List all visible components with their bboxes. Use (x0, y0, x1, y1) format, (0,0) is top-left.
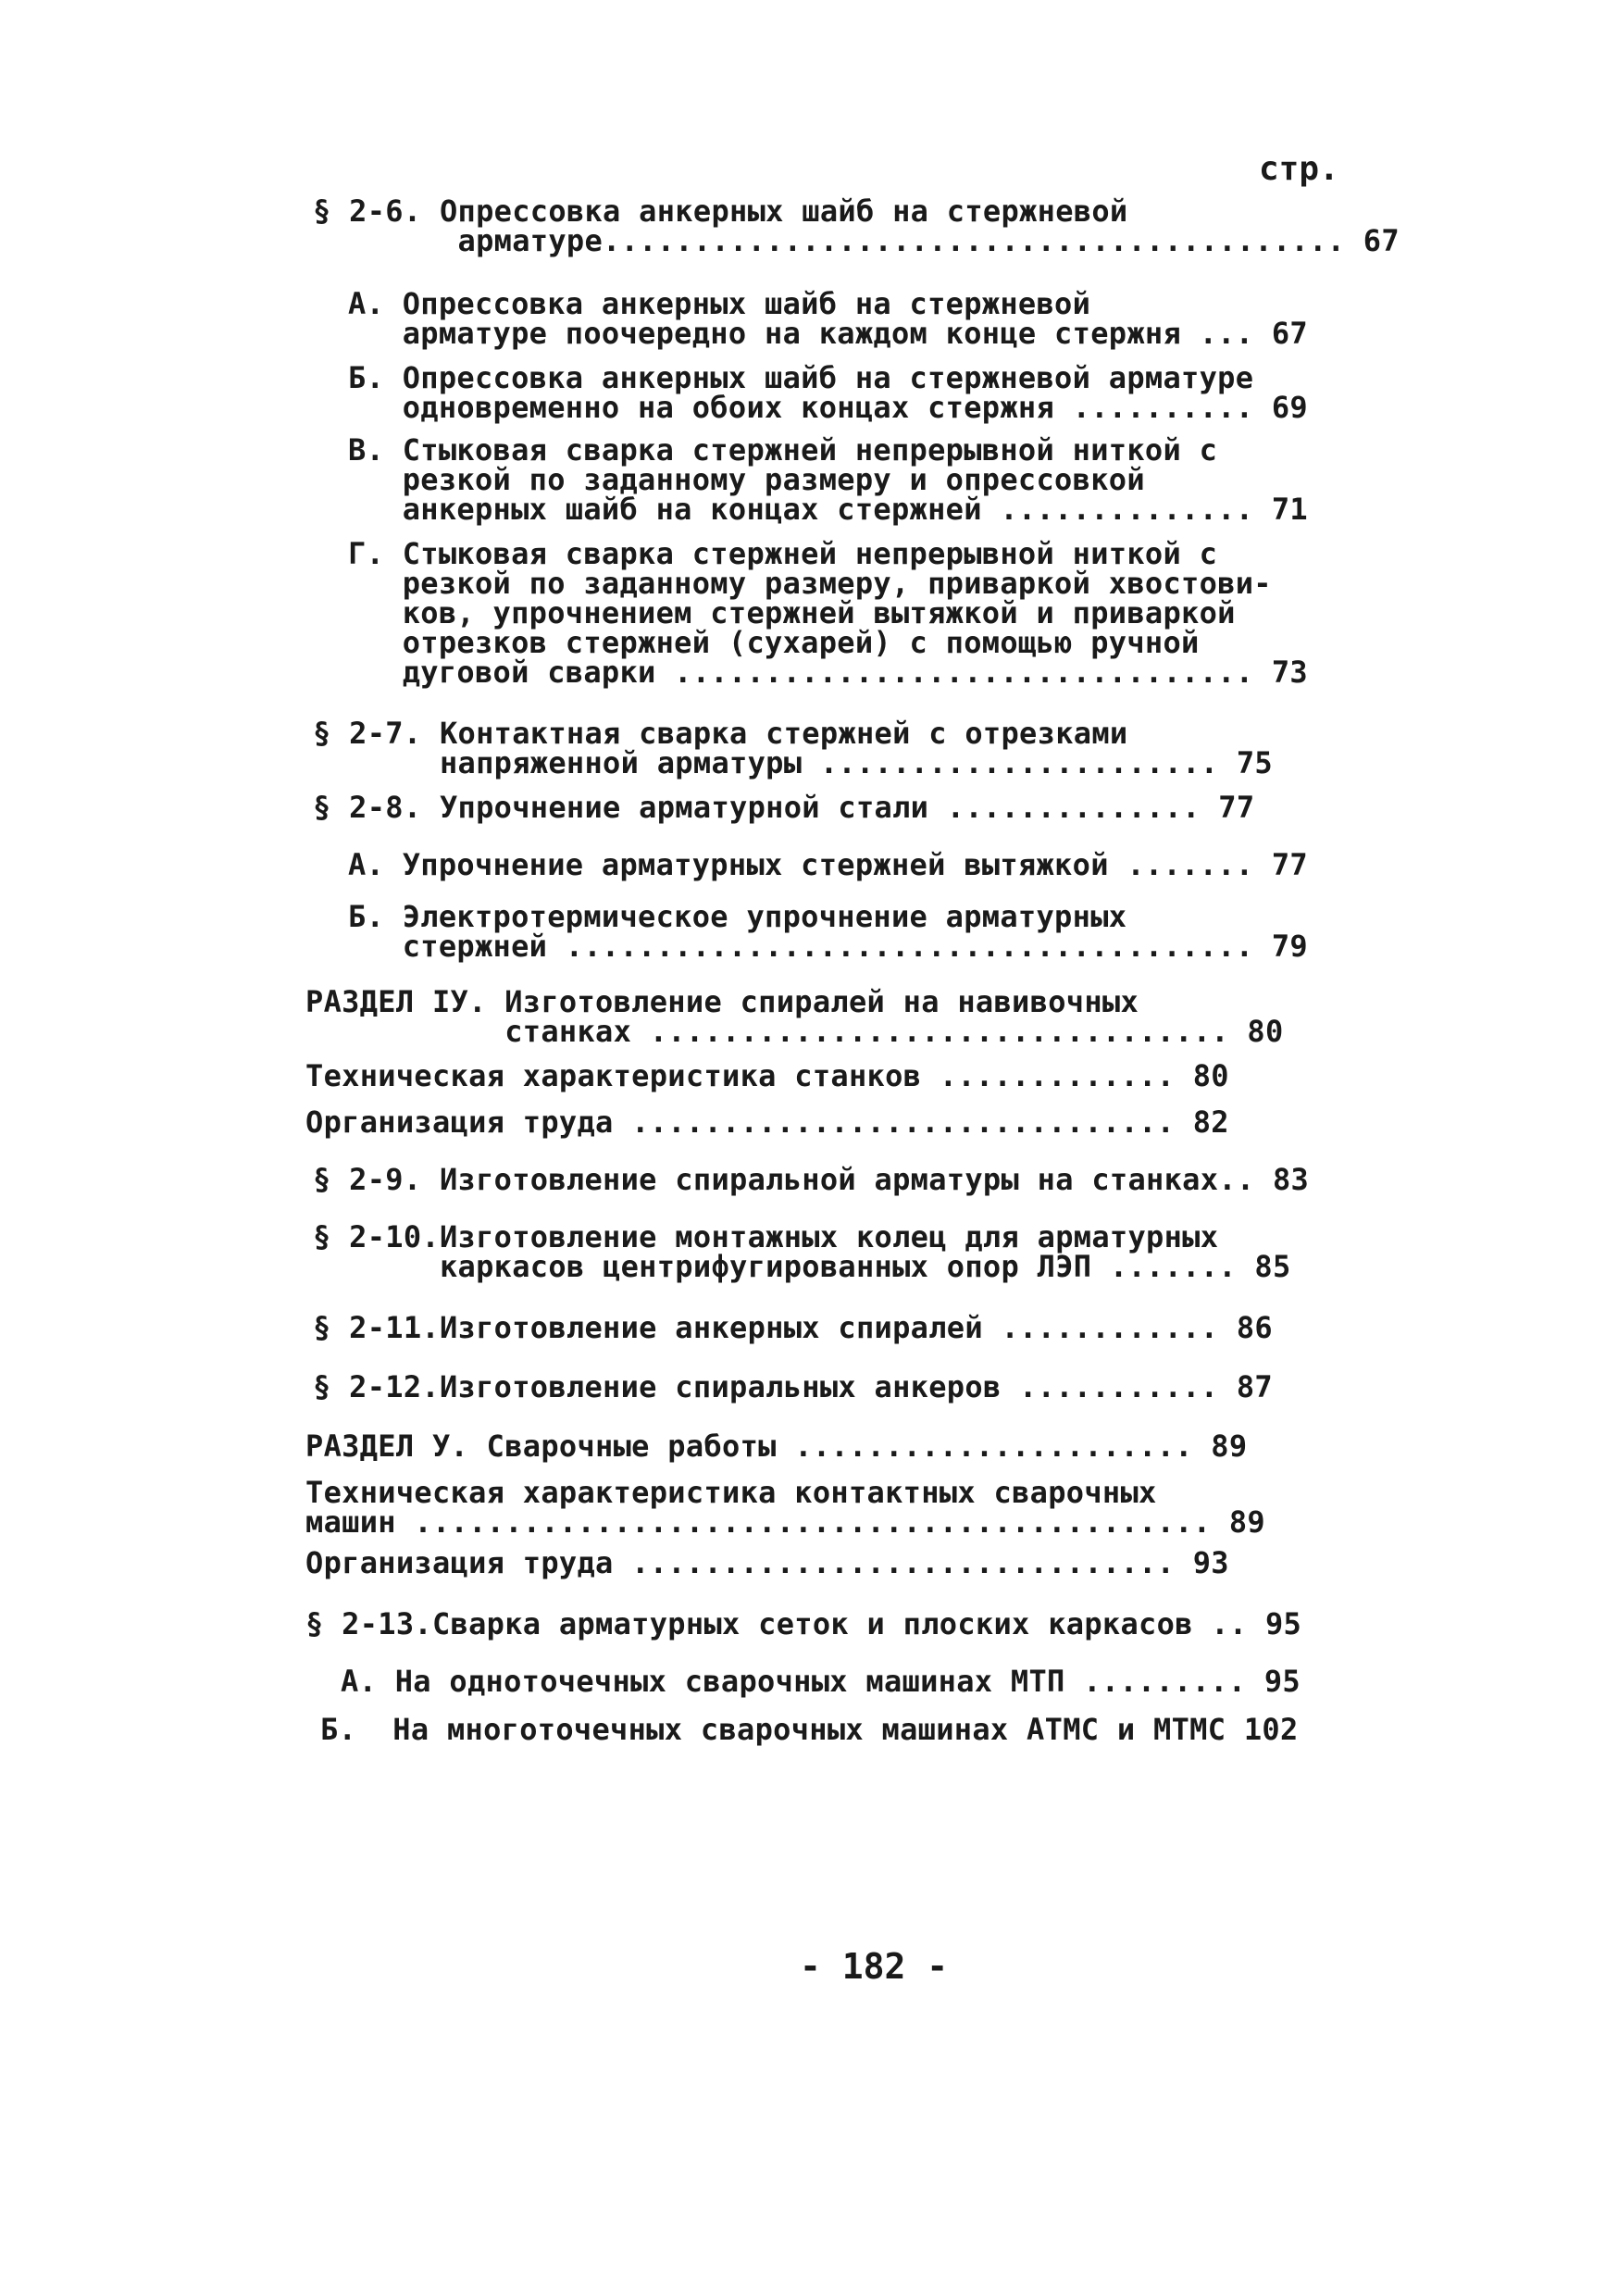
toc-line: § 2-7. Контактная сварка стержней с отрезками (313, 716, 1128, 751)
toc-line: станках ................................ 80 (305, 1014, 1284, 1049)
toc-entry (348, 536, 1308, 690)
toc-line: резкой по заданному размеру, приваркой хвостови- (348, 566, 1272, 601)
toc-line: Б. Электротермическое упрочнение арматурных (348, 899, 1127, 934)
toc-entry (348, 432, 1308, 527)
toc-entry (341, 1664, 1301, 1699)
toc-entry (313, 718, 1273, 778)
toc-entry (348, 286, 1308, 351)
toc-line: Техническая характеристика контактных сварочных (305, 1475, 1157, 1510)
toc-line: § 2-6. Опрессовка анкерных шайб на стержневой (313, 193, 1128, 229)
toc-line: стержней ...................................... 79 (348, 929, 1308, 964)
toc-line: А. Упрочнение арматурных стержней вытяжкой ....... 77 (348, 847, 1308, 882)
toc-line: дуговой сварки ................................ 73 (348, 655, 1308, 690)
toc-entry (305, 1606, 1302, 1641)
toc-line: арматуре......................................... 67 (313, 223, 1400, 258)
toc-entry (305, 984, 1284, 1049)
page-number: - 182 - (800, 1946, 949, 1987)
toc-line: А. На одноточечных сварочных машинах МТП ......... 95 (341, 1664, 1301, 1699)
toc-entry (305, 1058, 1229, 1093)
toc-line: Г. Стыковая сварка стержней непрерывной ниткой с (348, 536, 1218, 571)
toc-entry (313, 1219, 1291, 1284)
toc-line: § 2-9. Изготовление спиральной арматуры на станках.. 83 (313, 1162, 1310, 1197)
toc-entry (305, 1104, 1229, 1140)
toc-line: § 2-13.Сварка арматурных сеток и плоских каркасов .. 95 (305, 1606, 1302, 1641)
toc-line: каркасов центрифугированных опор ЛЭП ....... 85 (313, 1249, 1291, 1284)
toc-line: § 2-8. Упрочнение арматурной стали .............. 77 (313, 790, 1255, 825)
toc-line: отрезков стержней (сухарей) с помощью ручной (348, 625, 1200, 660)
toc-line: Организация труда .............................. 82 (305, 1104, 1229, 1140)
toc-line: арматуре поочередно на каждом конце стержня ... 67 (348, 316, 1308, 351)
toc-line: В. Стыковая сварка стержней непрерывной ниткой с (348, 432, 1218, 468)
toc-line: резкой по заданному размеру и опрессовкой (348, 462, 1145, 497)
toc-line: РАЗДЕЛ IУ. Изготовление спиралей на навивочных (305, 984, 1139, 1019)
toc-line: ков, упрочнением стержней вытяжкой и приваркой (348, 595, 1236, 630)
toc-line: напряженной арматуры ...................... 75 (313, 745, 1273, 780)
toc-line: Организация труда .............................. 93 (305, 1545, 1229, 1580)
toc-entry (348, 847, 1308, 882)
toc-entry (348, 360, 1308, 425)
toc-line: § 2-10.Изготовление монтажных колец для арматурных (313, 1219, 1219, 1254)
toc-entry (320, 1712, 1299, 1747)
toc-line: Техническая характеристика станков ............. 80 (305, 1058, 1229, 1093)
toc-entry (305, 1545, 1229, 1580)
toc-entry (313, 1369, 1273, 1404)
toc-entry (313, 1310, 1273, 1345)
toc-line: Б. Опрессовка анкерных шайб на стержневой арматуре (348, 360, 1254, 395)
toc-line: РАЗДЕЛ У. Сварочные работы ...................... 89 (305, 1429, 1248, 1464)
toc-line: § 2-12.Изготовление спиральных анкеров ........... 87 (313, 1369, 1273, 1404)
toc-line: машин ............................................ 89 (305, 1504, 1265, 1540)
toc-line: § 2-11.Изготовление анкерных спиралей ............ 86 (313, 1310, 1273, 1345)
toc-entry (313, 1162, 1310, 1197)
toc-entry (313, 790, 1255, 825)
toc-line: А. Опрессовка анкерных шайб на стержневой (348, 286, 1091, 321)
toc-entry (305, 1475, 1265, 1540)
toc-entry (313, 193, 1400, 258)
toc-line: одновременно на обоих концах стержня .......... 69 (348, 390, 1308, 425)
toc-line: анкерных шайб на концах стержней .............. 71 (348, 492, 1308, 527)
toc-line: Б. На многоточечных сварочных машинах АТМС и МТМС 102 (320, 1712, 1299, 1747)
toc-entry (305, 1429, 1248, 1464)
page-column-label: стр. (1259, 150, 1339, 188)
toc-entry (348, 899, 1308, 964)
